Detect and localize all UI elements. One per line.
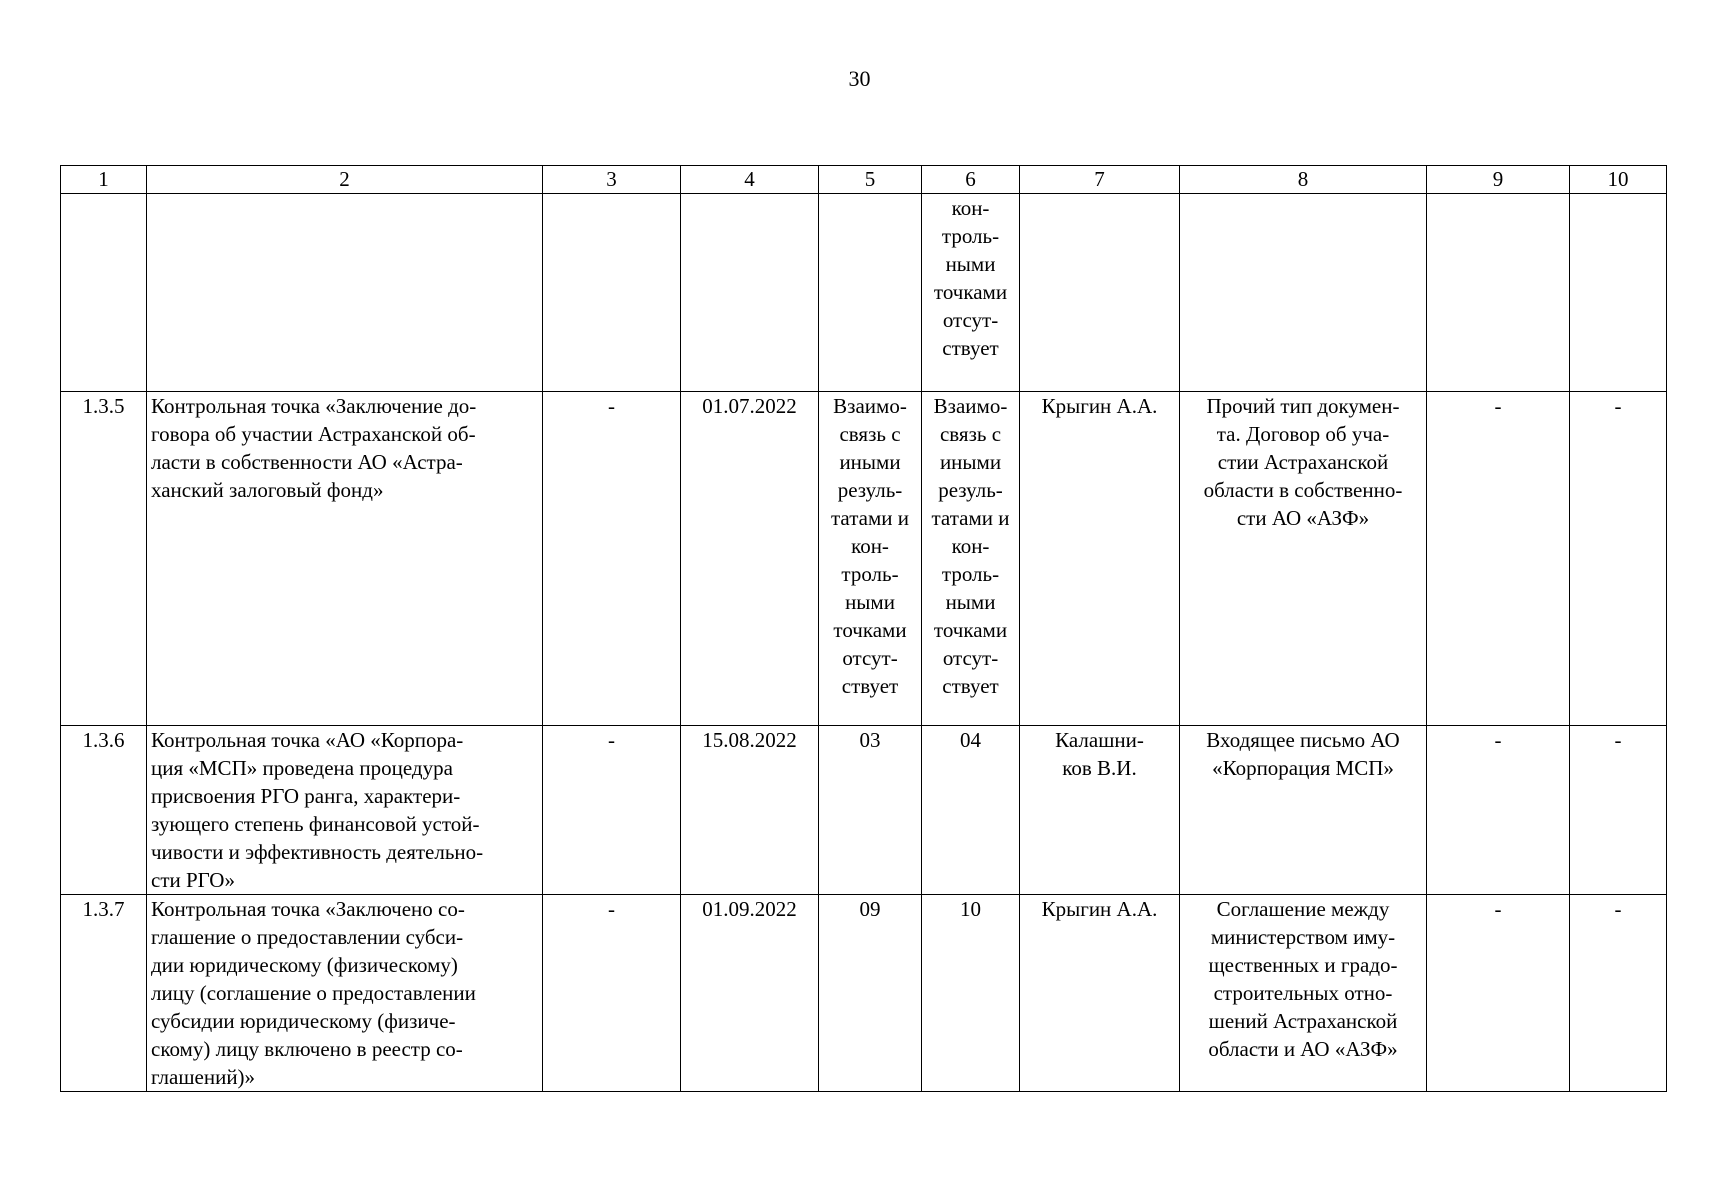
column-header: 3 bbox=[543, 166, 681, 194]
cell-col3: - bbox=[543, 895, 681, 1092]
cell-col6: Взаимо- связь с иными резуль- татами и кон- троль- ными точками отсут- ствует bbox=[922, 392, 1020, 726]
cell-col5 bbox=[819, 194, 922, 392]
cell-col5: Взаимо- связь с иными резуль- татами и кон- троль- ными точками отсут- ствует bbox=[819, 392, 922, 726]
cell-number bbox=[61, 194, 147, 392]
cell-document: Прочий тип докумен- та. Договор об уча- стии Астраханской области в собственно- сти АО «АЗФ» bbox=[1180, 392, 1427, 726]
cell-col6: кон- троль- ными точками отсут- ствует bbox=[922, 194, 1020, 392]
page-number: 30 bbox=[848, 66, 871, 91]
cell-date: 15.08.2022 bbox=[681, 726, 819, 895]
cell-col6: 10 bbox=[922, 895, 1020, 1092]
cell-date bbox=[681, 194, 819, 392]
cell-col9: - bbox=[1427, 895, 1570, 1092]
table-row bbox=[61, 392, 1667, 726]
column-header: 1 bbox=[61, 166, 147, 194]
cell-col10: - bbox=[1570, 392, 1667, 726]
cell-number: 1.3.6 bbox=[61, 726, 147, 895]
cell-col9 bbox=[1427, 194, 1570, 392]
cell-col5: 03 bbox=[819, 726, 922, 895]
column-header: 2 bbox=[147, 166, 543, 194]
column-header: 10 bbox=[1570, 166, 1667, 194]
cell-col5: 09 bbox=[819, 895, 922, 1092]
cell-col6: 04 bbox=[922, 726, 1020, 895]
cell-col10: - bbox=[1570, 726, 1667, 895]
cell-number: 1.3.7 bbox=[61, 895, 147, 1092]
cell-col9: - bbox=[1427, 726, 1570, 895]
cell-date: 01.07.2022 bbox=[681, 392, 819, 726]
cell-col3 bbox=[543, 194, 681, 392]
column-header: 7 bbox=[1020, 166, 1180, 194]
control-points-table bbox=[60, 165, 1667, 1092]
cell-name: Контрольная точка «АО «Корпора- ция «МСП» проведена процедура присвоения РГО ранга, характери- зующего степень финансовой устой- чивости и эффективность деятельно- сти РГО» bbox=[147, 726, 543, 895]
column-header: 8 bbox=[1180, 166, 1427, 194]
cell-name: Контрольная точка «Заключено со- глашение о предоставлении субси- дии юридическому (физическому) лицу (соглашение о предоставлении субсидии юридическому (физиче- скому) лицу включено в реестр со- глашений)» bbox=[147, 895, 543, 1092]
cell-number: 1.3.5 bbox=[61, 392, 147, 726]
cell-date: 01.09.2022 bbox=[681, 895, 819, 1092]
cell-col3: - bbox=[543, 392, 681, 726]
cell-document bbox=[1180, 194, 1427, 392]
cell-responsible bbox=[1020, 194, 1180, 392]
column-header: 9 bbox=[1427, 166, 1570, 194]
cell-name bbox=[147, 194, 543, 392]
cell-responsible: Крыгин А.А. bbox=[1020, 392, 1180, 726]
column-header: 4 bbox=[681, 166, 819, 194]
cell-document: Входящее письмо АО «Корпорация МСП» bbox=[1180, 726, 1427, 895]
cell-col3: - bbox=[543, 726, 681, 895]
table-row bbox=[61, 194, 1667, 392]
cell-responsible: Крыгин А.А. bbox=[1020, 895, 1180, 1092]
table-row bbox=[61, 895, 1667, 1092]
column-header: 5 bbox=[819, 166, 922, 194]
cell-responsible: Калашни- ков В.И. bbox=[1020, 726, 1180, 895]
cell-document: Соглашение между министерством иму- щественных и градо- строительных отно- шений Астраханской области и АО «АЗФ» bbox=[1180, 895, 1427, 1092]
table-row bbox=[61, 726, 1667, 895]
column-header: 6 bbox=[922, 166, 1020, 194]
column-number-header-row bbox=[61, 166, 1667, 194]
cell-name: Контрольная точка «Заключение до- говора об участии Астраханской об- ласти в собственности АО «Астра- ханский залоговый фонд» bbox=[147, 392, 543, 726]
cell-col10 bbox=[1570, 194, 1667, 392]
cell-col10: - bbox=[1570, 895, 1667, 1092]
cell-col9: - bbox=[1427, 392, 1570, 726]
